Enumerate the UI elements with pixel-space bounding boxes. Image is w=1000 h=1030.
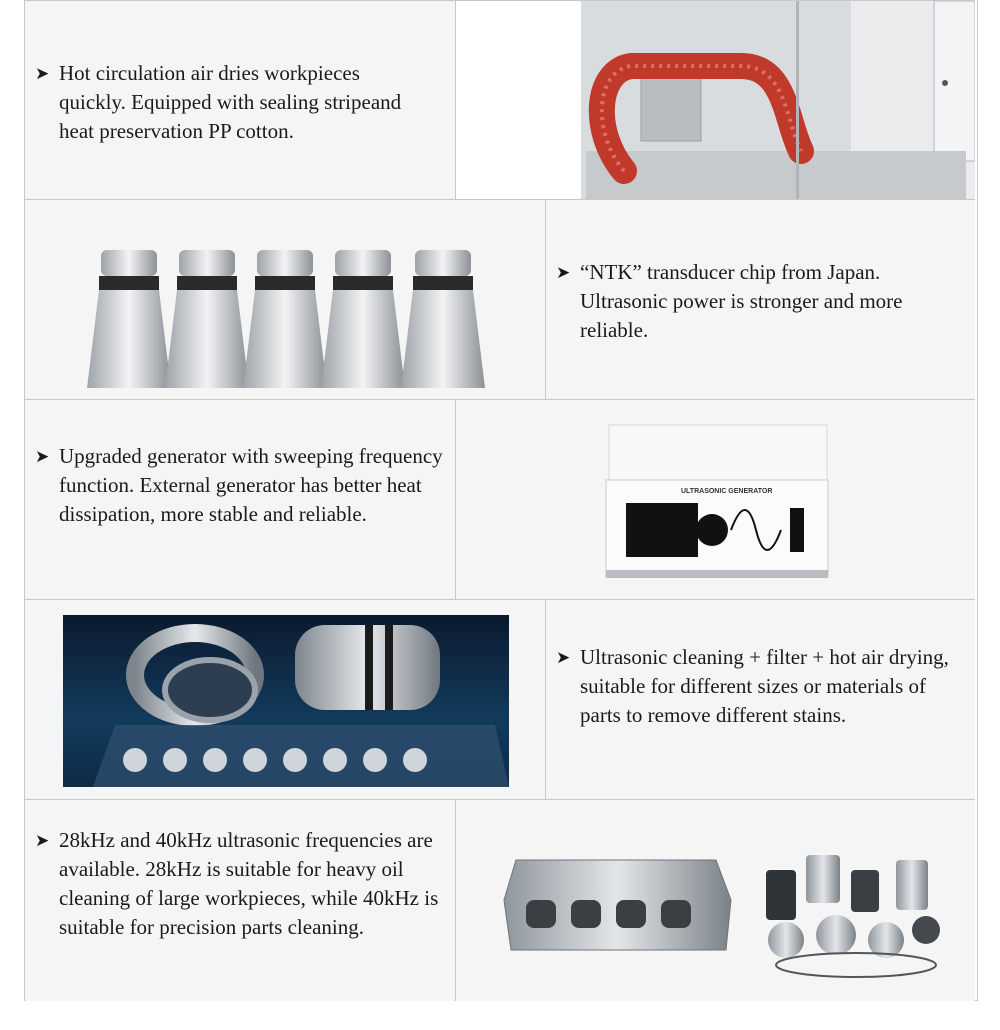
arrow-bullet-icon: ➤ [35,64,50,83]
feature-text: 28kHz and 40kHz ultrasonic frequencies are available. 28kHz is suitable for heavy oil cleaning of large workpieces, while 40kHz is suitable for precision parts cleaning. [59,828,439,939]
arrow-bullet-icon: ➤ [35,447,50,466]
generator-image [456,400,975,600]
feature-text-cell [25,1,456,200]
feature-text-cell [546,600,975,800]
feature-text-cell [546,200,975,400]
feature-text-cell [25,800,456,1001]
arrow-bullet-icon: ➤ [556,263,571,282]
bearing-cleaning-image [25,600,546,800]
feature-row-drying [25,0,975,200]
feature-sheet [24,0,978,1001]
feature-text: Hot circulation air dries workpieces quickly. Equipped with sealing stripeand heat preservation PP cotton. [59,61,402,143]
feature-text-cell [25,400,456,600]
feature-text: “NTK” transducer chip from Japan. Ultrasonic power is stronger and more reliable. [580,260,903,342]
feature-text: Upgraded generator with sweeping frequency function. External generator has better heat dissipation, more stable and reliable. [59,444,443,526]
feature-row-generator [25,399,975,600]
feature-row-transducer [25,199,975,400]
engine-parts-image [456,800,975,1001]
feature-row-frequencies [25,799,975,1001]
transducer-set [87,250,485,388]
arrow-bullet-icon: ➤ [556,648,571,667]
feature-text: Ultrasonic cleaning + filter + hot air drying, suitable for different sizes or materials of parts to remove different stains. [580,645,949,727]
feature-row-cleaning [25,599,975,800]
generator-label: ULTRASONIC GENERATOR [681,488,773,495]
dryer-pipe-image [456,1,975,200]
transducers-image [25,200,546,400]
arrow-bullet-icon: ➤ [35,831,50,850]
